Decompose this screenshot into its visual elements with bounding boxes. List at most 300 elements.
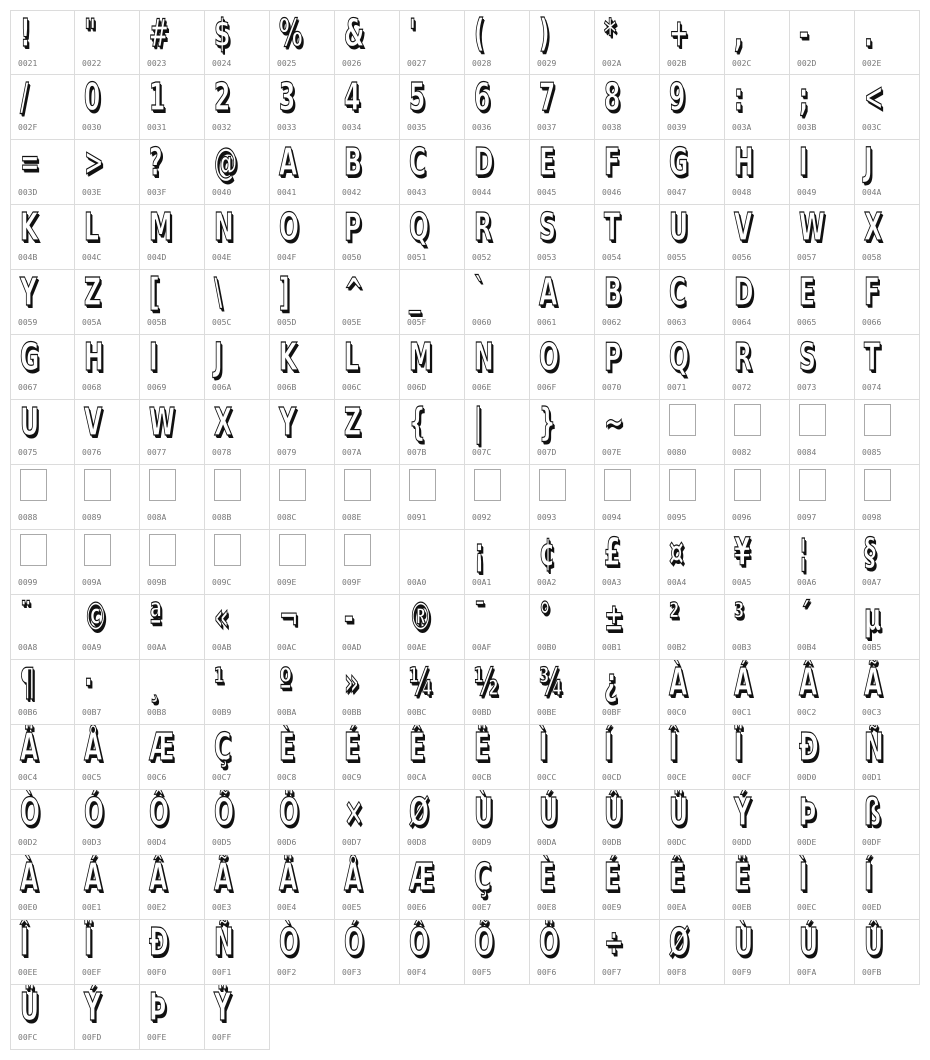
glyph-char: < bbox=[864, 75, 884, 119]
glyph-code: 006B bbox=[277, 383, 297, 392]
glyph-cell bbox=[400, 10, 465, 75]
glyph-code: 0028 bbox=[472, 59, 492, 68]
glyph-code: 00DE bbox=[797, 838, 817, 847]
glyph-code: 004D bbox=[147, 253, 167, 262]
glyph-cell bbox=[335, 595, 400, 660]
glyph-code: 0041 bbox=[277, 188, 297, 197]
glyph-code: 00CB bbox=[472, 773, 492, 782]
glyph-char: Ç bbox=[474, 855, 492, 899]
glyph-char: R bbox=[474, 205, 493, 249]
glyph-char: Û bbox=[604, 790, 624, 834]
glyph-char: K bbox=[20, 205, 39, 249]
glyph-char: Í bbox=[604, 725, 613, 769]
glyph-cell bbox=[595, 140, 660, 205]
glyph-cell bbox=[595, 75, 660, 140]
glyph-code: 00A2 bbox=[537, 578, 557, 587]
glyph-cell bbox=[75, 10, 140, 75]
glyph-char: 0 bbox=[84, 75, 101, 119]
glyph-cell bbox=[335, 530, 400, 595]
glyph-code: 0068 bbox=[82, 383, 102, 392]
glyph-cell bbox=[595, 790, 660, 855]
glyph-cell bbox=[530, 140, 595, 205]
glyph-char: @ bbox=[214, 140, 238, 184]
glyph-char: F bbox=[604, 140, 621, 184]
glyph-cell bbox=[270, 140, 335, 205]
glyph-char: | bbox=[474, 400, 483, 444]
glyph-code: 00A5 bbox=[732, 578, 752, 587]
glyph-code: 0029 bbox=[537, 59, 557, 68]
glyph-char: Ì bbox=[539, 725, 548, 769]
glyph-char: X bbox=[214, 400, 233, 444]
glyph-cell bbox=[790, 10, 855, 75]
glyph-code: 00F0 bbox=[147, 968, 167, 977]
glyph-code: 004C bbox=[82, 253, 102, 262]
glyph-char: W bbox=[149, 400, 175, 444]
glyph-char: Å bbox=[84, 725, 103, 769]
glyph-char: D bbox=[474, 140, 494, 184]
glyph-cell bbox=[595, 920, 660, 985]
glyph-code: 00C1 bbox=[732, 708, 752, 717]
glyph-char: ¡ bbox=[474, 530, 485, 574]
glyph-cell bbox=[10, 725, 75, 790]
glyph-char: ± bbox=[604, 595, 624, 639]
glyph-char: ` bbox=[474, 270, 486, 314]
glyph-code: 005E bbox=[342, 318, 362, 327]
glyph-code: 0051 bbox=[407, 253, 427, 262]
glyph-cell bbox=[400, 140, 465, 205]
glyph-code: 007C bbox=[472, 448, 492, 457]
glyph-code: 00C6 bbox=[147, 773, 167, 782]
glyph-char: A bbox=[539, 270, 558, 314]
glyph-char: $ bbox=[214, 11, 231, 55]
glyph-code: 00C8 bbox=[277, 773, 297, 782]
glyph-char: # bbox=[149, 11, 169, 55]
glyph-cell bbox=[75, 75, 140, 140]
glyph-code: 0053 bbox=[537, 253, 557, 262]
glyph-code: 0066 bbox=[862, 318, 882, 327]
glyph-char: Z bbox=[84, 270, 102, 314]
glyph-cell bbox=[140, 270, 205, 335]
glyph-cell bbox=[400, 725, 465, 790]
glyph-cell bbox=[335, 335, 400, 400]
glyph-code: 00F7 bbox=[602, 968, 622, 977]
glyph-cell bbox=[75, 400, 140, 465]
glyph-code: 006C bbox=[342, 383, 362, 392]
glyph-code: 00E0 bbox=[18, 903, 38, 912]
glyph-code: 0085 bbox=[862, 448, 882, 457]
glyph-cell bbox=[140, 920, 205, 985]
glyph-char: _ bbox=[409, 270, 421, 314]
glyph-cell bbox=[465, 205, 530, 270]
glyph-char: N bbox=[474, 335, 494, 379]
glyph-char: Ë bbox=[474, 725, 491, 769]
glyph-char: ¨ bbox=[20, 595, 32, 639]
glyph-code: 00A4 bbox=[667, 578, 687, 587]
glyph-cell bbox=[530, 205, 595, 270]
glyph-char: Ð bbox=[799, 725, 819, 769]
glyph-code: 0023 bbox=[147, 59, 167, 68]
glyph-char: 8 bbox=[604, 75, 621, 119]
glyph-code: 009E bbox=[277, 578, 297, 587]
glyph-cell bbox=[725, 920, 790, 985]
glyph-cell bbox=[335, 725, 400, 790]
glyph-char: { bbox=[409, 400, 426, 444]
glyph-cell bbox=[335, 400, 400, 465]
glyph-cell bbox=[140, 400, 205, 465]
glyph-cell bbox=[335, 790, 400, 855]
glyph-char: Ö bbox=[539, 920, 560, 964]
glyph-code: 0043 bbox=[407, 188, 427, 197]
glyph-cell bbox=[270, 10, 335, 75]
glyph-cell bbox=[10, 790, 75, 855]
glyph-code: 00DA bbox=[537, 838, 557, 847]
glyph-char: * bbox=[604, 11, 617, 55]
glyph-char: Á bbox=[734, 660, 753, 704]
missing-glyph-box bbox=[149, 534, 176, 566]
glyph-code: 00BE bbox=[537, 708, 557, 717]
missing-glyph-box bbox=[539, 469, 566, 501]
glyph-cell bbox=[205, 400, 270, 465]
glyph-code: 00EB bbox=[732, 903, 752, 912]
glyph-char: ¢ bbox=[539, 530, 556, 574]
glyph-cell bbox=[75, 725, 140, 790]
glyph-code: 00AB bbox=[212, 643, 232, 652]
missing-glyph-box bbox=[84, 469, 111, 501]
missing-glyph-box bbox=[864, 404, 891, 436]
glyph-code: 0037 bbox=[537, 123, 557, 132]
glyph-code: 005A bbox=[82, 318, 102, 327]
glyph-char: © bbox=[84, 595, 108, 639]
glyph-char: Ý bbox=[734, 790, 752, 834]
glyph-code: 0036 bbox=[472, 123, 492, 132]
glyph-char: Æ bbox=[149, 725, 175, 769]
glyph-cell bbox=[270, 270, 335, 335]
glyph-cell bbox=[790, 335, 855, 400]
glyph-cell bbox=[270, 465, 335, 530]
glyph-char: S bbox=[799, 335, 816, 379]
glyph-char: Y bbox=[20, 270, 38, 314]
glyph-cell bbox=[205, 270, 270, 335]
glyph-char: ¸ bbox=[149, 660, 161, 704]
glyph-char: / bbox=[20, 75, 29, 119]
glyph-cell bbox=[10, 75, 75, 140]
glyph-code: 0024 bbox=[212, 59, 232, 68]
glyph-char: Ð bbox=[149, 920, 169, 964]
missing-glyph-box bbox=[214, 534, 241, 566]
glyph-code: 00F5 bbox=[472, 968, 492, 977]
glyph-code: 0022 bbox=[82, 59, 102, 68]
glyph-char: ~ bbox=[604, 400, 624, 444]
glyph-code: 0080 bbox=[667, 448, 687, 457]
glyph-cell bbox=[855, 855, 920, 920]
glyph-cell bbox=[10, 530, 75, 595]
glyph-cell bbox=[335, 10, 400, 75]
glyph-cell bbox=[465, 10, 530, 75]
glyph-cell bbox=[725, 465, 790, 530]
glyph-char: J bbox=[214, 335, 223, 379]
glyph-char: · bbox=[84, 660, 93, 704]
glyph-code: 007D bbox=[537, 448, 557, 457]
glyph-char: Ì bbox=[799, 855, 808, 899]
glyph-char: 1 bbox=[149, 75, 166, 119]
glyph-cell bbox=[335, 465, 400, 530]
glyph-char: Ñ bbox=[864, 725, 884, 769]
glyph-char: T bbox=[864, 335, 881, 379]
glyph-code: 00B6 bbox=[18, 708, 38, 717]
glyph-cell bbox=[530, 790, 595, 855]
glyph-code: 00D0 bbox=[797, 773, 817, 782]
glyph-cell bbox=[595, 335, 660, 400]
missing-glyph-box bbox=[344, 534, 371, 566]
glyph-cell bbox=[10, 920, 75, 985]
glyph-code: 00DB bbox=[602, 838, 622, 847]
glyph-code: 00B7 bbox=[82, 708, 102, 717]
glyph-char: T bbox=[604, 205, 621, 249]
glyph-cell bbox=[725, 270, 790, 335]
glyph-cell bbox=[790, 595, 855, 660]
glyph-char: E bbox=[539, 140, 556, 184]
glyph-cell bbox=[660, 270, 725, 335]
glyph-cell bbox=[335, 920, 400, 985]
glyph-char: 6 bbox=[474, 75, 491, 119]
glyph-cell bbox=[10, 205, 75, 270]
glyph-code: 002A bbox=[602, 59, 622, 68]
glyph-char: » bbox=[344, 660, 360, 704]
glyph-cell bbox=[75, 140, 140, 205]
glyph-code: 00D7 bbox=[342, 838, 362, 847]
glyph-char: Å bbox=[344, 855, 363, 899]
glyph-char: E bbox=[799, 270, 816, 314]
glyph-cell bbox=[75, 465, 140, 530]
glyph-cell bbox=[725, 855, 790, 920]
missing-glyph-box bbox=[279, 469, 306, 501]
glyph-code: 00FE bbox=[147, 1033, 167, 1042]
glyph-code: 0048 bbox=[732, 188, 752, 197]
glyph-char: G bbox=[20, 335, 40, 379]
glyph-cell bbox=[660, 140, 725, 205]
glyph-code: 00DF bbox=[862, 838, 882, 847]
glyph-code: 0063 bbox=[667, 318, 687, 327]
glyph-cell bbox=[205, 75, 270, 140]
glyph-cell bbox=[270, 530, 335, 595]
glyph-code: 0027 bbox=[407, 59, 427, 68]
glyph-char: È bbox=[279, 725, 296, 769]
glyph-code: 007B bbox=[407, 448, 427, 457]
glyph-char: Ê bbox=[409, 725, 426, 769]
glyph-char: § bbox=[864, 530, 876, 574]
glyph-code: 005B bbox=[147, 318, 167, 327]
glyph-code: 0097 bbox=[797, 513, 817, 522]
glyph-char: X bbox=[864, 205, 883, 249]
glyph-char: Ò bbox=[20, 790, 41, 834]
glyph-code: 007E bbox=[602, 448, 622, 457]
glyph-char: Æ bbox=[409, 855, 435, 899]
glyph-code: 00FD bbox=[82, 1033, 102, 1042]
glyph-char: : bbox=[734, 75, 744, 119]
glyph-code: 0045 bbox=[537, 188, 557, 197]
glyph-code: 0057 bbox=[797, 253, 817, 262]
glyph-char: Õ bbox=[214, 790, 235, 834]
glyph-cell bbox=[400, 920, 465, 985]
glyph-cell bbox=[725, 790, 790, 855]
glyph-char: P bbox=[604, 335, 622, 379]
glyph-cell bbox=[855, 75, 920, 140]
glyph-char: M bbox=[149, 205, 173, 249]
glyph-code: 0075 bbox=[18, 448, 38, 457]
glyph-cell bbox=[205, 10, 270, 75]
glyph-char: Ù bbox=[734, 920, 754, 964]
glyph-code: 002E bbox=[862, 59, 882, 68]
glyph-code: 0077 bbox=[147, 448, 167, 457]
glyph-code: 00C9 bbox=[342, 773, 362, 782]
glyph-code: 0034 bbox=[342, 123, 362, 132]
glyph-cell bbox=[205, 985, 270, 1050]
glyph-char: Z bbox=[344, 400, 362, 444]
glyph-code: 0067 bbox=[18, 383, 38, 392]
glyph-cell bbox=[530, 270, 595, 335]
glyph-cell bbox=[205, 335, 270, 400]
glyph-char: - bbox=[799, 11, 809, 55]
glyph-cell bbox=[10, 140, 75, 205]
glyph-code: 004B bbox=[18, 253, 38, 262]
glyph-code: 00B3 bbox=[732, 643, 752, 652]
glyph-char: ¾ bbox=[539, 660, 564, 704]
glyph-cell bbox=[660, 10, 725, 75]
glyph-char: º bbox=[279, 660, 293, 704]
missing-glyph-box bbox=[214, 469, 241, 501]
glyph-code: 0070 bbox=[602, 383, 622, 392]
missing-glyph-box bbox=[669, 469, 696, 501]
glyph-cell bbox=[465, 270, 530, 335]
glyph-char: S bbox=[539, 205, 556, 249]
glyph-code: 00D1 bbox=[862, 773, 882, 782]
glyph-cell bbox=[75, 530, 140, 595]
glyph-char: O bbox=[279, 205, 300, 249]
glyph-char: Ö bbox=[279, 790, 300, 834]
glyph-char: Í bbox=[864, 855, 873, 899]
glyph-cell bbox=[465, 140, 530, 205]
glyph-char: I bbox=[799, 140, 808, 184]
glyph-cell bbox=[790, 725, 855, 790]
glyph-char: ( bbox=[474, 11, 485, 55]
glyph-code: 0099 bbox=[18, 578, 38, 587]
glyph-cell bbox=[530, 660, 595, 725]
glyph-char: P bbox=[344, 205, 362, 249]
glyph-cell bbox=[465, 335, 530, 400]
glyph-code: 0032 bbox=[212, 123, 232, 132]
glyph-char: U bbox=[669, 205, 689, 249]
glyph-cell bbox=[75, 595, 140, 660]
glyph-code: 00C3 bbox=[862, 708, 882, 717]
glyph-char: ? bbox=[149, 140, 163, 184]
glyph-cell bbox=[205, 790, 270, 855]
glyph-char: V bbox=[84, 400, 103, 444]
glyph-char: Ü bbox=[20, 985, 40, 1029]
glyph-cell bbox=[465, 725, 530, 790]
glyph-char: Î bbox=[20, 920, 29, 964]
glyph-char: É bbox=[604, 855, 621, 899]
glyph-char: ¿ bbox=[604, 660, 618, 704]
glyph-cell bbox=[75, 855, 140, 920]
glyph-char: ¥ bbox=[734, 530, 751, 574]
glyph-char: ] bbox=[279, 270, 290, 314]
glyph-char: À bbox=[669, 660, 688, 704]
glyph-code: 00CF bbox=[732, 773, 752, 782]
glyph-code: 00FF bbox=[212, 1033, 232, 1042]
glyph-char: Ø bbox=[669, 920, 690, 964]
glyph-cell bbox=[465, 595, 530, 660]
glyph-cell bbox=[140, 725, 205, 790]
glyph-code: 00F1 bbox=[212, 968, 232, 977]
glyph-char: µ bbox=[864, 595, 882, 639]
glyph-code: 00A1 bbox=[472, 578, 492, 587]
glyph-code: 0044 bbox=[472, 188, 492, 197]
glyph-code: 0026 bbox=[342, 59, 362, 68]
missing-glyph-box bbox=[799, 404, 826, 436]
glyph-char: ÷ bbox=[604, 920, 624, 964]
glyph-code: 0074 bbox=[862, 383, 882, 392]
glyph-code: 0088 bbox=[18, 513, 38, 522]
glyph-cell bbox=[205, 205, 270, 270]
glyph-char: « bbox=[214, 595, 230, 639]
glyph-cell bbox=[400, 465, 465, 530]
glyph-code: 00ED bbox=[862, 903, 882, 912]
glyph-cell bbox=[335, 270, 400, 335]
glyph-cell bbox=[595, 595, 660, 660]
glyph-code: 00B4 bbox=[797, 643, 817, 652]
glyph-code: 00FC bbox=[18, 1033, 38, 1042]
glyph-code: 00E3 bbox=[212, 903, 232, 912]
glyph-cell bbox=[660, 855, 725, 920]
glyph-char: 9 bbox=[669, 75, 686, 119]
glyph-cell bbox=[465, 75, 530, 140]
glyph-cell bbox=[660, 660, 725, 725]
glyph-code: 0095 bbox=[667, 513, 687, 522]
glyph-char: 2 bbox=[214, 75, 231, 119]
glyph-cell bbox=[140, 465, 205, 530]
glyph-code: 008C bbox=[277, 513, 297, 522]
glyph-char: , bbox=[734, 11, 743, 55]
glyph-cell bbox=[790, 660, 855, 725]
glyph-char: F bbox=[864, 270, 881, 314]
glyph-code: 0047 bbox=[667, 188, 687, 197]
glyph-cell bbox=[140, 10, 205, 75]
glyph-char: ¦ bbox=[799, 530, 808, 574]
glyph-code: 0089 bbox=[82, 513, 102, 522]
glyph-char: > bbox=[84, 140, 104, 184]
glyph-cell bbox=[530, 595, 595, 660]
glyph-code: 00DD bbox=[732, 838, 752, 847]
glyph-code: 003C bbox=[862, 123, 882, 132]
glyph-char: ¶ bbox=[20, 660, 35, 704]
glyph-code: 0056 bbox=[732, 253, 752, 262]
glyph-code: 00D4 bbox=[147, 838, 167, 847]
glyph-char: Ë bbox=[734, 855, 751, 899]
glyph-cell bbox=[205, 855, 270, 920]
glyph-char: ª bbox=[149, 595, 163, 639]
glyph-code: 0058 bbox=[862, 253, 882, 262]
glyph-code: 0061 bbox=[537, 318, 557, 327]
glyph-char: B bbox=[604, 270, 622, 314]
glyph-cell bbox=[855, 660, 920, 725]
glyph-cell bbox=[335, 140, 400, 205]
glyph-code: 0039 bbox=[667, 123, 687, 132]
glyph-char: Ý bbox=[84, 985, 102, 1029]
glyph-char: ² bbox=[669, 595, 680, 639]
glyph-code: 009A bbox=[82, 578, 102, 587]
glyph-cell bbox=[725, 400, 790, 465]
glyph-code: 0040 bbox=[212, 188, 232, 197]
